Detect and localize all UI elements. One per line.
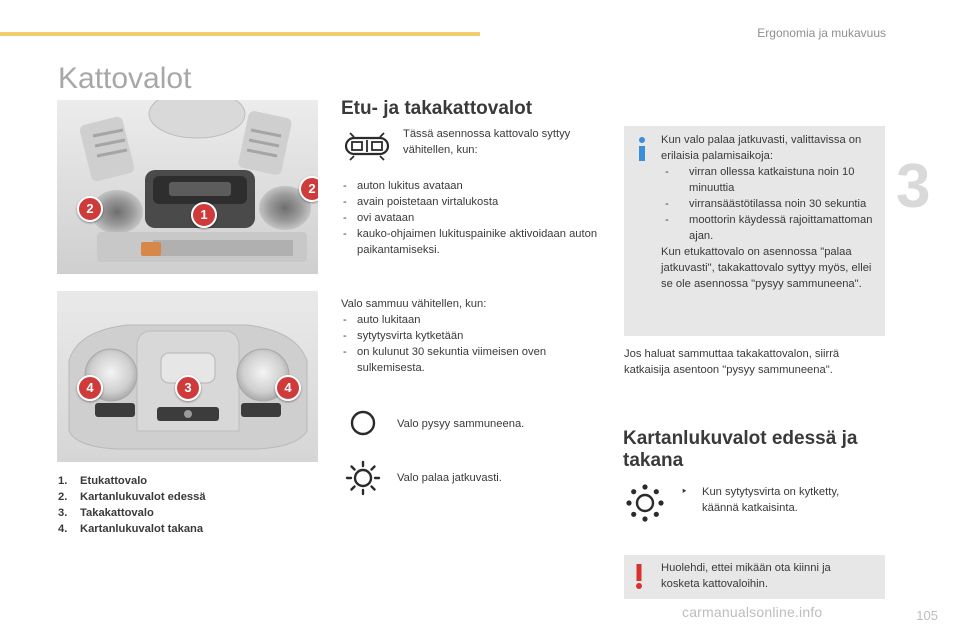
light-off-icon — [348, 408, 378, 438]
rear-off-text: Jos haluat sammuttaa takakattovalon, siirrä katkaisija asentoon "pysyy sammuneena". — [624, 348, 840, 376]
callout-badge-2-right: 2 — [299, 176, 318, 202]
front-console-illustration — [57, 100, 318, 274]
door-mode-text: Tässä asennossa kattovalo syttyy vähitellen, kun: — [403, 128, 571, 156]
list-item: - ovi avataan — [341, 210, 603, 226]
watermark: carmanualsonline.info — [682, 604, 823, 620]
section-title-front-rear: Etu- ja takakattovalot — [341, 98, 533, 119]
info-duration-list — [661, 164, 885, 244]
map-light-instruction: Kun sytytysvirta on kytketty, käännä katkaisinta. — [702, 486, 840, 514]
warning-icon — [634, 564, 644, 590]
light-on-icon — [345, 460, 381, 496]
section-title-map-lights: Kartanlukuvalot edessä ja takana — [623, 428, 858, 471]
list-item: - auton lukitus avataan — [341, 178, 603, 194]
list-item: - avain poistetaan virtalukosta — [341, 194, 603, 210]
list-item: - moottorin käydessä rajoittamattoman ajan. — [661, 212, 885, 244]
info-note: Kun etukattovalo on asennossa "palaa jatkuvasti", takakattovalo syttyy myös, ellei se ole asennossa "pysyy sammuneena". — [661, 246, 872, 290]
list-item: - virransäästötilassa noin 30 sekuntia — [661, 196, 885, 212]
legend-item: 1. Etukattovalo — [58, 475, 148, 487]
legend-item: 2. Kartanlukuvalot edessä — [58, 491, 206, 503]
list-item: - kauko-ohjaimen lukituspainike aktivoidaan auton paikantamiseksi. — [341, 226, 603, 258]
legend-item: 4. Kartanlukuvalot takana — [58, 523, 204, 535]
page-title: Kattovalot — [58, 62, 192, 95]
callout-badge-3: 3 — [175, 375, 201, 401]
warning-text: Huolehdi, ettei mikään ota kiinni ja kosketa kattovaloihin. — [661, 562, 831, 590]
map-light-switch-icon — [625, 483, 665, 523]
map-light-bullet: ‣ — [681, 486, 688, 498]
list-item: - virran ollessa katkaistuna noin 10 minuuttia — [661, 164, 885, 196]
on-conditions-list — [341, 178, 603, 258]
callout-badge-2-left: 2 — [77, 196, 103, 222]
door-mode-icon — [342, 132, 392, 162]
rear-console-photo — [57, 291, 318, 462]
warning-box — [624, 555, 885, 599]
list-item: - on kulunut 30 sekuntia viimeisen oven sulkemisesta. — [341, 344, 581, 376]
legend-list — [58, 473, 318, 537]
always-on-text: Valo palaa jatkuvasti. — [397, 472, 502, 484]
info-icon — [634, 136, 650, 162]
callout-badge-4-right: 4 — [275, 375, 301, 401]
off-conditions-list — [341, 312, 581, 376]
list-item: - auto lukitaan — [341, 312, 581, 328]
off-intro-text: Valo sammuu vähitellen, kun: — [341, 298, 487, 310]
chapter-number: 3 — [896, 152, 931, 221]
always-off-text: Valo pysyy sammuneena. — [397, 418, 525, 430]
page-number: 105 — [916, 608, 938, 623]
top-accent-bar — [0, 32, 480, 36]
info-box — [624, 126, 885, 336]
front-console-photo — [57, 100, 318, 274]
list-item: - sytytysvirta kytketään — [341, 328, 581, 344]
legend-item: 3. Takakattovalo — [58, 507, 154, 519]
info-intro: Kun valo palaa jatkuvasti, valittavissa on erilaisia palamisaikoja: — [661, 134, 862, 162]
callout-badge-4-left: 4 — [77, 375, 103, 401]
section-header: Ergonomia ja mukavuus — [757, 26, 886, 40]
callout-badge-1: 1 — [191, 202, 217, 228]
